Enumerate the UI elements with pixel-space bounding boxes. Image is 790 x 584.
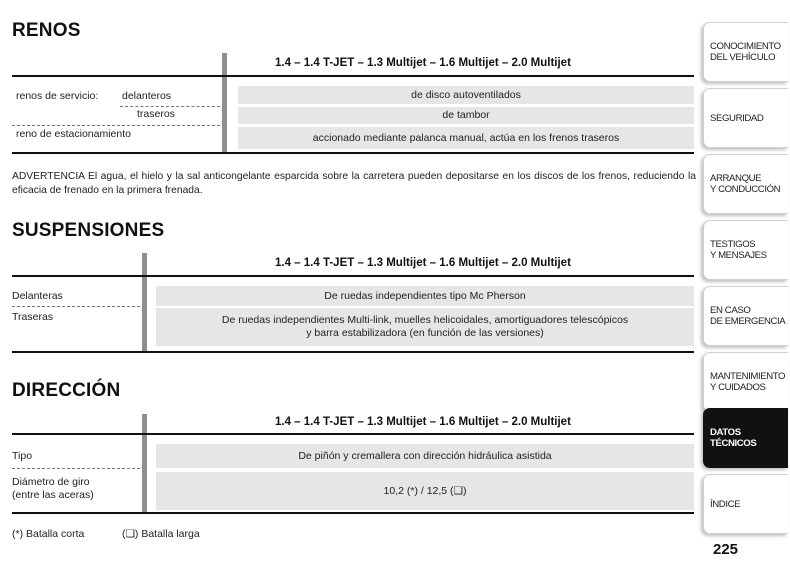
row-divider xyxy=(120,106,220,107)
section-title-suspensiones: SUSPENSIONES xyxy=(12,220,165,241)
table-top-rule xyxy=(12,433,694,435)
warning-paragraph: ADVERTENCIA El agua, el hielo y la sal anticongelante esparcida sobre la carretera pueden depositarse en los discos de los frenos, reduciendo la eficacia de frenado en la primera frenada. xyxy=(12,171,696,196)
column-divider xyxy=(222,53,227,153)
value-delanteras: De ruedas independientes tipo Mc Pherson xyxy=(156,286,694,306)
value-delanteros: de disco autoventilados xyxy=(238,86,694,104)
value-traseras-line2: y barra estabilizadora (en función de las versiones) xyxy=(306,327,544,339)
table-bottom-rule xyxy=(12,351,694,353)
tab-label: DATOS TÉCNICOS xyxy=(710,427,757,449)
tab-label: Y CONDUCCIÓN xyxy=(710,184,781,195)
table-header: 1.4 – 1.4 T-JET – 1.3 Multijet – 1.6 Multijet – 2.0 Multijet xyxy=(275,57,571,69)
tab-indice[interactable] xyxy=(703,474,788,534)
row-divider xyxy=(12,125,220,126)
label-delanteros: delanteros xyxy=(122,90,172,102)
tab-label: Y MENSAJES xyxy=(710,250,767,261)
label-frenos-servicio: renos de servicio: xyxy=(16,90,99,102)
value-traseras-line1: De ruedas independientes Multi-link, muelles helicoidales, amortiguadores telescópicos xyxy=(221,314,629,326)
tab-en-caso-emergencia[interactable] xyxy=(703,286,788,346)
table-header: 1.4 – 1.4 T-JET – 1.3 Multijet – 1.6 Multijet – 2.0 Multijet xyxy=(275,416,571,428)
label-freno-estacionamiento: reno de estacionamiento xyxy=(16,128,131,140)
table-bottom-rule xyxy=(12,152,694,154)
section-title-direccion: DIRECCIÓN xyxy=(12,380,121,401)
row-divider xyxy=(12,306,140,307)
tab-label: DEL VEHÍCULO xyxy=(710,52,776,63)
label-tipo: Tipo xyxy=(12,450,33,462)
row-divider xyxy=(12,468,140,469)
tab-mantenimiento-cuidados[interactable] xyxy=(703,352,788,412)
tab-label: EN CASO xyxy=(710,305,751,316)
label-entre-aceras: (entre las aceras) xyxy=(12,489,94,501)
footnote-batalla-corta: (*) Batalla corta xyxy=(12,528,85,540)
tab-testigos-mensajes[interactable] xyxy=(703,220,788,280)
section-title-frenos: RENOS xyxy=(12,20,81,41)
tab-label: ÍNDICE xyxy=(710,498,741,510)
tab-label: CONOCIMIENTO xyxy=(710,41,781,52)
table-bottom-rule xyxy=(12,512,694,514)
value-estacionamiento: accionado mediante palanca manual, actúa en los frenos traseros xyxy=(238,127,694,149)
value-diametro: 10,2 (*) / 12,5 (❏) xyxy=(156,472,694,510)
label-delanteras: Delanteras xyxy=(12,290,63,302)
tab-label: MANTENIMIENTO xyxy=(710,371,786,382)
tab-datos-tecnicos[interactable] xyxy=(703,408,788,468)
value-traseros: de tambor xyxy=(238,107,694,124)
table-header: 1.4 – 1.4 T-JET – 1.3 Multijet – 1.6 Multijet – 2.0 Multijet xyxy=(275,257,571,269)
label-traseros: traseros xyxy=(137,108,175,120)
tab-label: SEGURIDAD xyxy=(710,112,764,124)
tab-label: DE EMERGENCIA xyxy=(710,316,786,327)
tab-conocimiento-vehiculo[interactable] xyxy=(703,22,788,82)
tab-seguridad[interactable] xyxy=(703,88,788,148)
value-traseras xyxy=(156,308,694,346)
page-number: 225 xyxy=(713,541,739,558)
tab-label: ARRANQUE xyxy=(710,173,762,184)
tab-label: Y CUIDADOS xyxy=(710,382,766,393)
column-divider xyxy=(142,253,147,353)
tab-arranque-conduccion[interactable] xyxy=(703,154,788,214)
column-divider xyxy=(142,414,147,514)
table-top-rule xyxy=(12,275,694,277)
footnote-batalla-larga: (❏) Batalla larga xyxy=(122,528,200,540)
tab-label: TESTIGOS xyxy=(710,239,756,250)
label-diametro-giro: Diámetro de giro xyxy=(12,476,90,488)
table-top-rule xyxy=(12,75,694,77)
value-tipo: De piñón y cremallera con dirección hidráulica asistida xyxy=(156,444,694,468)
label-traseras: Traseras xyxy=(12,311,54,323)
